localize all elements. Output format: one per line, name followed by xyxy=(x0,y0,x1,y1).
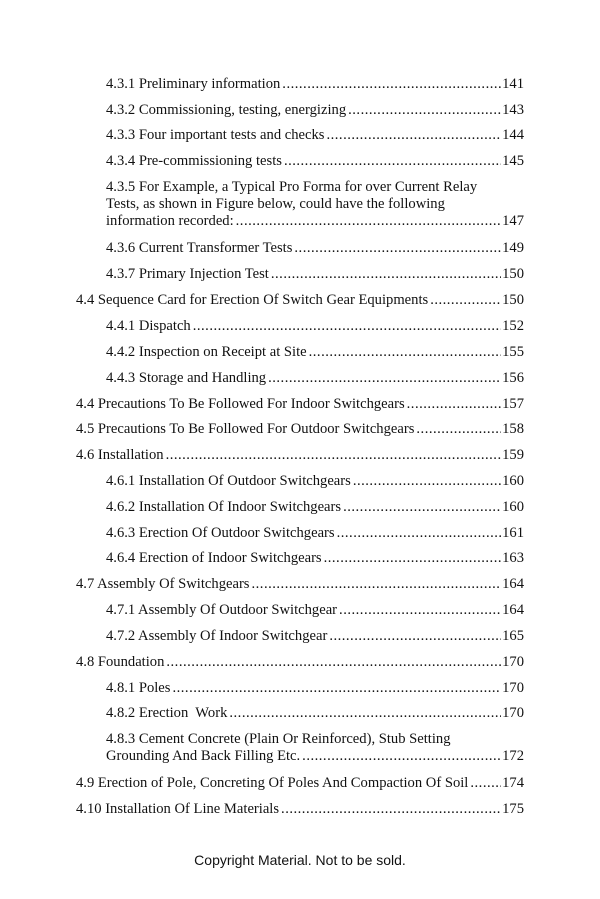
toc-entry[interactable] xyxy=(106,370,524,387)
dot-leader xyxy=(172,680,501,697)
toc-entry-title: 4.8.1 Poles xyxy=(106,680,171,696)
dot-leader xyxy=(236,213,501,230)
toc-entry-title: 4.6.3 Erection Of Outdoor Switchgears xyxy=(106,525,335,541)
dot-leader xyxy=(348,102,501,119)
toc-entry-title: 4.9 Erection of Pole, Concreting Of Poles And Compaction Of Soil xyxy=(76,775,469,791)
dot-leader xyxy=(281,801,501,818)
toc-entry[interactable] xyxy=(106,179,524,230)
toc-entry[interactable] xyxy=(76,292,524,309)
dot-leader xyxy=(166,654,501,671)
dot-leader xyxy=(252,576,502,593)
toc-page-number: 164 xyxy=(502,576,524,592)
toc-entry[interactable] xyxy=(76,654,524,671)
toc-entry-title-line: Tests, as shown in Figure below, could have the following xyxy=(106,196,445,212)
toc-page-number: 159 xyxy=(502,447,524,463)
dot-leader xyxy=(329,628,501,645)
dot-leader xyxy=(324,550,502,567)
toc-entry-title: 4.3.7 Primary Injection Test xyxy=(106,266,269,282)
toc-page-number: 150 xyxy=(502,292,524,308)
toc-entry[interactable] xyxy=(106,602,524,619)
toc-entry[interactable] xyxy=(106,266,524,283)
toc-entry[interactable] xyxy=(106,76,524,93)
toc-page-number: 161 xyxy=(502,525,524,541)
dot-leader xyxy=(193,318,501,335)
toc-page-number: 174 xyxy=(502,775,524,791)
toc-page-number: 152 xyxy=(502,318,524,334)
toc-entry[interactable] xyxy=(106,102,524,119)
toc-page-number: 145 xyxy=(502,153,524,169)
toc-entry[interactable] xyxy=(76,801,524,818)
dot-leader xyxy=(282,76,501,93)
dot-leader xyxy=(284,153,501,170)
toc-page-number: 141 xyxy=(502,76,524,92)
toc-entry[interactable] xyxy=(106,473,524,490)
toc-entry-title: 4.6.1 Installation Of Outdoor Switchgears xyxy=(106,473,351,489)
toc-entry-title: 4.7.1 Assembly Of Outdoor Switchgear xyxy=(106,602,338,618)
dot-leader xyxy=(268,370,501,387)
toc-page-number: 170 xyxy=(502,705,524,721)
dot-leader xyxy=(343,499,501,516)
toc-page-number: 150 xyxy=(502,266,524,282)
toc-entry-title: 4.7 Assembly Of Switchgears xyxy=(76,576,250,592)
toc-entry-title-line: 4.3.5 For Example, a Typical Pro Forma for over Current Relay xyxy=(106,179,478,195)
toc-entry[interactable] xyxy=(106,318,524,335)
toc-entry[interactable] xyxy=(106,344,524,361)
dot-leader xyxy=(430,292,501,309)
toc-page-number: 172 xyxy=(502,748,524,764)
toc-entry[interactable] xyxy=(106,153,524,170)
dot-leader xyxy=(229,705,501,722)
toc-entry-title: 4.6 Installation xyxy=(76,447,164,463)
toc-page-number: 157 xyxy=(502,396,524,412)
toc-entry-title: 4.4.3 Storage and Handling xyxy=(106,370,267,386)
dot-leader xyxy=(326,127,501,144)
toc-entry-title: 4.3.3 Four important tests and checks xyxy=(106,127,325,143)
toc-entry[interactable] xyxy=(76,447,524,464)
toc-entry[interactable] xyxy=(76,775,524,792)
toc-entry-title: 4.4.1 Dispatch xyxy=(106,318,191,334)
toc-entry-title: 4.3.6 Current Transformer Tests xyxy=(106,240,293,256)
toc-page-number: 144 xyxy=(502,127,524,143)
toc-page-number: 175 xyxy=(502,801,524,817)
toc-entry-title: 4.4 Sequence Card for Erection Of Switch Gear Equipments xyxy=(76,292,429,308)
toc-entry[interactable] xyxy=(76,396,524,413)
dot-leader xyxy=(271,266,501,283)
toc-page-number: 147 xyxy=(502,213,524,229)
toc-entry-title: 4.8.2 Erection Work xyxy=(106,705,228,721)
toc-entry-title: 4.4 Precautions To Be Followed For Indoor Switchgears xyxy=(76,396,405,412)
toc-page-number: 149 xyxy=(502,240,524,256)
dot-leader xyxy=(353,473,501,490)
toc-entry-title: 4.6.4 Erection of Indoor Switchgears xyxy=(106,550,322,566)
toc-entry-title: 4.10 Installation Of Line Materials xyxy=(76,801,280,817)
dot-leader xyxy=(166,447,502,464)
toc-entry[interactable] xyxy=(106,705,524,722)
toc-entry[interactable] xyxy=(106,499,524,516)
dot-leader xyxy=(416,421,501,438)
toc-entry[interactable] xyxy=(106,731,524,765)
toc-entry[interactable] xyxy=(106,628,524,645)
toc-entry-title-line: 4.8.3 Cement Concrete (Plain Or Reinforced), Stub Setting xyxy=(106,731,451,747)
toc-page-number: 170 xyxy=(502,680,524,696)
toc-entry[interactable] xyxy=(106,550,524,567)
dot-leader xyxy=(294,240,501,257)
dot-leader xyxy=(302,748,501,765)
toc-entry[interactable] xyxy=(106,127,524,144)
toc-page-number: 160 xyxy=(502,473,524,489)
toc-entry[interactable] xyxy=(76,576,524,593)
toc-page-number: 164 xyxy=(502,602,524,618)
toc-entry-title-line: Grounding And Back Filling Etc. xyxy=(106,748,301,764)
toc-entry[interactable] xyxy=(106,525,524,542)
toc-page-number: 163 xyxy=(502,550,524,566)
toc-entry-title: 4.6.2 Installation Of Indoor Switchgears xyxy=(106,499,342,515)
toc-page-number: 155 xyxy=(502,344,524,360)
dot-leader xyxy=(407,396,501,413)
toc-page-number: 170 xyxy=(502,654,524,670)
toc-entry-title: 4.5 Precautions To Be Followed For Outdoor Switchgears xyxy=(76,421,415,437)
dot-leader xyxy=(339,602,501,619)
toc-entry[interactable] xyxy=(76,421,524,438)
toc-page-number: 143 xyxy=(502,102,524,118)
dot-leader xyxy=(337,525,502,542)
toc-page-number: 165 xyxy=(502,628,524,644)
toc-entry-title-line: information recorded: xyxy=(106,213,234,229)
toc-entry[interactable] xyxy=(106,680,524,697)
toc-entry-title: 4.3.2 Commissioning, testing, energizing xyxy=(106,102,347,118)
toc-page-number: 156 xyxy=(502,370,524,386)
toc-page-number: 160 xyxy=(502,499,524,515)
toc-entry-title: 4.3.1 Preliminary information xyxy=(106,76,281,92)
toc-entry-title: 4.4.2 Inspection on Receipt at Site xyxy=(106,344,307,360)
dot-leader xyxy=(470,775,501,792)
dot-leader xyxy=(309,344,501,361)
toc-entry-title: 4.3.4 Pre-commissioning tests xyxy=(106,153,282,169)
toc-entry-title: 4.8 Foundation xyxy=(76,654,165,670)
toc-entry[interactable] xyxy=(106,240,524,257)
toc-entry-title: 4.7.2 Assembly Of Indoor Switchgear xyxy=(106,628,328,644)
toc-page-number: 158 xyxy=(502,421,524,437)
copyright-footer: Copyright Material. Not to be sold. xyxy=(194,852,406,868)
